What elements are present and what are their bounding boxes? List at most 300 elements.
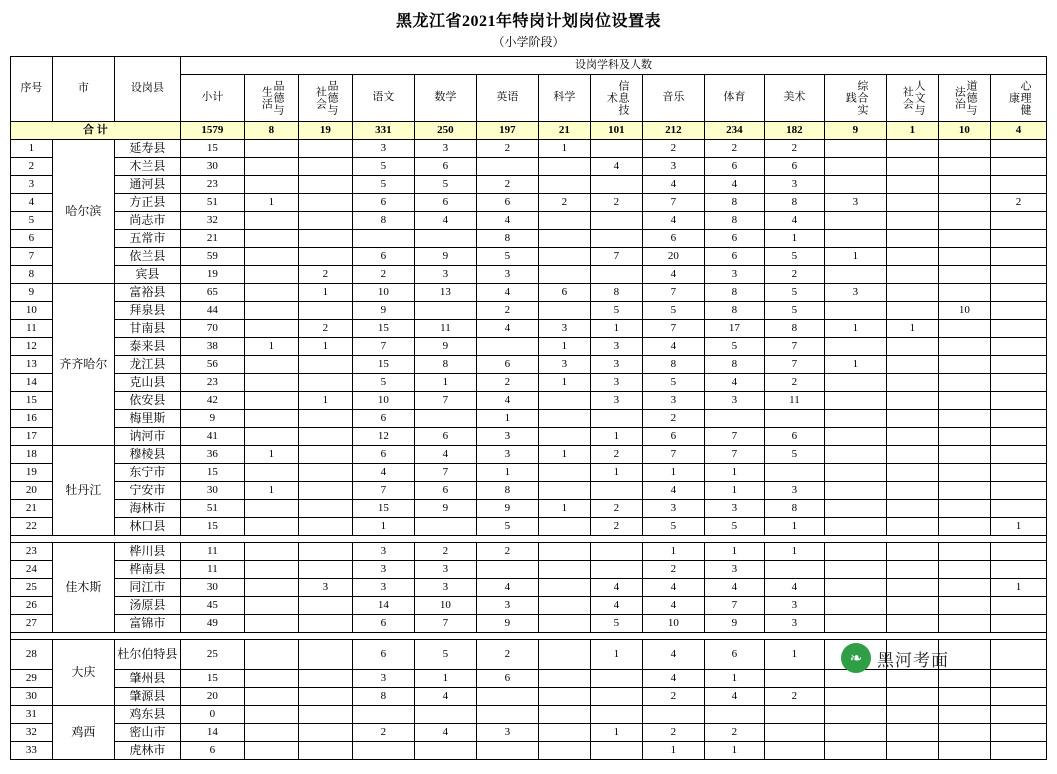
cell-subject-10: 1 — [764, 640, 824, 670]
cell-subject-0: 11 — [180, 561, 244, 579]
cell-county: 桦川县 — [114, 543, 180, 561]
cell-subject-9: 5 — [704, 518, 764, 536]
cell-subject-6 — [538, 302, 590, 320]
table-row[interactable] — [10, 543, 1046, 561]
table-row[interactable] — [10, 579, 1046, 597]
page-subtitle: （小学阶段） — [492, 35, 565, 49]
cell-subject-0: 15 — [180, 670, 244, 688]
table-row[interactable] — [10, 428, 1046, 446]
cell-subject-11 — [824, 706, 886, 724]
cell-subject-1 — [244, 543, 298, 561]
cell-subject-9: 8 — [704, 194, 764, 212]
cell-subject-12 — [886, 140, 938, 158]
cell-county: 拜泉县 — [114, 302, 180, 320]
cell-subject-6 — [538, 410, 590, 428]
cell-county: 方正县 — [114, 194, 180, 212]
cell-city: 哈尔滨 — [52, 140, 114, 284]
cell-subject-4: 3 — [414, 140, 476, 158]
page-title: 黑龙江省2021年特岗计划岗位设置表 — [395, 13, 661, 30]
table-row[interactable] — [10, 302, 1046, 320]
cell-county: 克山县 — [114, 374, 180, 392]
cell-subject-0: 6 — [180, 742, 244, 760]
cell-subject-3: 7 — [352, 482, 414, 500]
cell-subject-2 — [298, 688, 352, 706]
cell-subject-9: 4 — [704, 688, 764, 706]
cell-county: 龙江县 — [114, 356, 180, 374]
cell-subject-4: 2 — [414, 543, 476, 561]
leaf-icon: ❧ — [841, 643, 871, 673]
cell-subject-6 — [538, 158, 590, 176]
cell-subject-11 — [824, 428, 886, 446]
cell-subject-8: 7 — [642, 446, 704, 464]
cell-subject-3: 15 — [352, 500, 414, 518]
cell-subject-9: 3 — [704, 500, 764, 518]
cell-subject-4: 6 — [414, 428, 476, 446]
cell-subject-7: 3 — [590, 374, 642, 392]
cell-subject-7 — [590, 688, 642, 706]
cell-subject-1 — [244, 688, 298, 706]
cell-subject-13 — [938, 500, 990, 518]
cell-subject-3: 3 — [352, 670, 414, 688]
cell-subject-12 — [886, 194, 938, 212]
cell-subject-11 — [824, 374, 886, 392]
cell-subject-4: 13 — [414, 284, 476, 302]
cell-subject-5: 2 — [476, 374, 538, 392]
cell-subject-11 — [824, 446, 886, 464]
table-row[interactable] — [10, 742, 1046, 760]
table-row[interactable] — [10, 320, 1046, 338]
cell-subject-2 — [298, 410, 352, 428]
cell-subject-14 — [990, 338, 1046, 356]
cell-subject-7: 2 — [590, 518, 642, 536]
table-row[interactable] — [10, 724, 1046, 742]
cell-subject-10: 1 — [764, 543, 824, 561]
cell-subject-10: 3 — [764, 597, 824, 615]
cell-subject-8: 7 — [642, 194, 704, 212]
cell-subject-11 — [824, 302, 886, 320]
table-row[interactable] — [10, 284, 1046, 302]
cell-subject-1 — [244, 615, 298, 633]
cell-subject-5: 4 — [476, 284, 538, 302]
table-row[interactable] — [10, 464, 1046, 482]
cell-subject-3: 8 — [352, 688, 414, 706]
cell-subject-6 — [538, 561, 590, 579]
table-row[interactable] — [10, 706, 1046, 724]
cell-subject-4: 3 — [414, 266, 476, 284]
cell-subject-11 — [824, 140, 886, 158]
cell-subject-4: 7 — [414, 464, 476, 482]
table-row[interactable] — [10, 518, 1046, 536]
cell-subject-5 — [476, 561, 538, 579]
cell-subject-14 — [990, 724, 1046, 742]
cell-subject-13 — [938, 561, 990, 579]
cell-county: 东宁市 — [114, 464, 180, 482]
cell-subject-10: 11 — [764, 392, 824, 410]
cell-seq: 17 — [10, 428, 52, 446]
total-value-10: 182 — [764, 122, 824, 140]
cell-subject-2 — [298, 742, 352, 760]
cell-subject-4 — [414, 410, 476, 428]
cell-subject-14 — [990, 446, 1046, 464]
cell-subject-1 — [244, 706, 298, 724]
cell-subject-11 — [824, 561, 886, 579]
cell-subject-13 — [938, 482, 990, 500]
cell-subject-1 — [244, 230, 298, 248]
cell-county: 林口县 — [114, 518, 180, 536]
cell-subject-3: 10 — [352, 284, 414, 302]
cell-subject-4: 1 — [414, 670, 476, 688]
cell-subject-5: 6 — [476, 194, 538, 212]
cell-subject-12 — [886, 518, 938, 536]
cell-subject-2 — [298, 176, 352, 194]
cell-subject-8: 1 — [642, 464, 704, 482]
cell-subject-6 — [538, 392, 590, 410]
cell-subject-5: 2 — [476, 543, 538, 561]
cell-subject-3: 6 — [352, 194, 414, 212]
cell-subject-6 — [538, 428, 590, 446]
cell-subject-7: 5 — [590, 302, 642, 320]
cell-subject-7: 1 — [590, 724, 642, 742]
cell-subject-11: 3 — [824, 194, 886, 212]
cell-subject-3: 5 — [352, 176, 414, 194]
cell-subject-6 — [538, 518, 590, 536]
cell-subject-14 — [990, 410, 1046, 428]
cell-subject-6: 1 — [538, 446, 590, 464]
cell-subject-5: 8 — [476, 482, 538, 500]
cell-subject-9 — [704, 410, 764, 428]
cell-subject-0: 15 — [180, 140, 244, 158]
cell-subject-0: 45 — [180, 597, 244, 615]
cell-subject-4: 4 — [414, 446, 476, 464]
cell-subject-9: 3 — [704, 266, 764, 284]
cell-subject-11 — [824, 579, 886, 597]
cell-subject-8: 4 — [642, 597, 704, 615]
cell-subject-5: 4 — [476, 579, 538, 597]
watermark-text: 黑河考面 — [877, 650, 949, 670]
cell-subject-1 — [244, 561, 298, 579]
cell-subject-8: 2 — [642, 688, 704, 706]
cell-subject-7 — [590, 670, 642, 688]
cell-subject-13 — [938, 230, 990, 248]
cell-subject-13 — [938, 338, 990, 356]
cell-subject-3: 15 — [352, 320, 414, 338]
cell-subject-1 — [244, 724, 298, 742]
col-city: 市 — [52, 57, 114, 122]
cell-seq: 20 — [10, 482, 52, 500]
cell-subject-11 — [824, 482, 886, 500]
cell-subject-7 — [590, 140, 642, 158]
cell-subject-5: 2 — [476, 302, 538, 320]
cell-county: 杜尔伯特县 — [114, 640, 180, 670]
cell-subject-2 — [298, 374, 352, 392]
cell-subject-13 — [938, 518, 990, 536]
col-subject-1: 品德与生活 — [244, 75, 298, 122]
cell-subject-10: 4 — [764, 212, 824, 230]
cell-subject-1 — [244, 640, 298, 670]
table-row[interactable] — [10, 230, 1046, 248]
cell-subject-11 — [824, 176, 886, 194]
cell-subject-1: 1 — [244, 338, 298, 356]
cell-county: 尚志市 — [114, 212, 180, 230]
col-subject-9: 体育 — [704, 75, 764, 122]
cell-subject-5 — [476, 742, 538, 760]
cell-subject-14 — [990, 500, 1046, 518]
cell-seq: 21 — [10, 500, 52, 518]
cell-subject-0: 36 — [180, 446, 244, 464]
cell-subject-10: 2 — [764, 374, 824, 392]
col-subject-5: 英语 — [476, 75, 538, 122]
cell-subject-7 — [590, 176, 642, 194]
cell-subject-10: 7 — [764, 338, 824, 356]
cell-subject-13 — [938, 615, 990, 633]
cell-subject-4: 9 — [414, 248, 476, 266]
cell-subject-13: 10 — [938, 302, 990, 320]
cell-subject-12 — [886, 392, 938, 410]
cell-subject-0: 44 — [180, 302, 244, 320]
cell-subject-10: 8 — [764, 194, 824, 212]
cell-subject-2 — [298, 140, 352, 158]
cell-subject-13 — [938, 320, 990, 338]
cell-subject-3: 15 — [352, 356, 414, 374]
cell-subject-1 — [244, 670, 298, 688]
cell-subject-1 — [244, 284, 298, 302]
cell-subject-3: 1 — [352, 518, 414, 536]
cell-subject-11 — [824, 543, 886, 561]
cell-subject-7: 4 — [590, 158, 642, 176]
cell-subject-11 — [824, 742, 886, 760]
cell-subject-0: 51 — [180, 194, 244, 212]
cell-subject-0: 30 — [180, 158, 244, 176]
cell-county: 宁安市 — [114, 482, 180, 500]
cell-subject-0: 21 — [180, 230, 244, 248]
cell-subject-3: 3 — [352, 140, 414, 158]
cell-subject-8: 7 — [642, 320, 704, 338]
cell-subject-12 — [886, 230, 938, 248]
cell-county: 同江市 — [114, 579, 180, 597]
cell-subject-0: 30 — [180, 482, 244, 500]
cell-seq: 22 — [10, 518, 52, 536]
cell-seq: 9 — [10, 284, 52, 302]
cell-subject-5: 6 — [476, 670, 538, 688]
cell-subject-3: 8 — [352, 212, 414, 230]
cell-subject-0: 49 — [180, 615, 244, 633]
cell-subject-7: 1 — [590, 428, 642, 446]
cell-subject-8: 5 — [642, 302, 704, 320]
cell-subject-4 — [414, 742, 476, 760]
table-row[interactable] — [10, 392, 1046, 410]
cell-subject-9: 1 — [704, 742, 764, 760]
cell-subject-5: 4 — [476, 212, 538, 230]
cell-subject-4 — [414, 706, 476, 724]
cell-subject-9: 6 — [704, 248, 764, 266]
cell-subject-7: 3 — [590, 392, 642, 410]
col-subject-11: 综合实践 — [824, 75, 886, 122]
cell-subject-7: 1 — [590, 464, 642, 482]
total-value-5: 197 — [476, 122, 538, 140]
cell-subject-8: 6 — [642, 230, 704, 248]
cell-subject-3: 3 — [352, 561, 414, 579]
cell-subject-3: 3 — [352, 543, 414, 561]
cell-subject-8: 4 — [642, 640, 704, 670]
cell-subject-10: 5 — [764, 446, 824, 464]
cell-subject-14 — [990, 464, 1046, 482]
cell-subject-14: 2 — [990, 194, 1046, 212]
cell-subject-2 — [298, 597, 352, 615]
cell-county: 肇州县 — [114, 670, 180, 688]
cell-subject-13 — [938, 194, 990, 212]
cell-subject-11: 1 — [824, 320, 886, 338]
cell-subject-11 — [824, 688, 886, 706]
table-row[interactable] — [10, 356, 1046, 374]
cell-subject-6: 3 — [538, 320, 590, 338]
cell-subject-2 — [298, 561, 352, 579]
cell-subject-6 — [538, 597, 590, 615]
cell-subject-5: 5 — [476, 248, 538, 266]
cell-seq: 23 — [10, 543, 52, 561]
cell-subject-1: 1 — [244, 482, 298, 500]
table-row[interactable] — [10, 446, 1046, 464]
cell-subject-8: 2 — [642, 561, 704, 579]
cell-subject-11 — [824, 724, 886, 742]
cell-subject-10: 3 — [764, 482, 824, 500]
cell-subject-0: 65 — [180, 284, 244, 302]
cell-seq: 32 — [10, 724, 52, 742]
cell-subject-7 — [590, 706, 642, 724]
table-row[interactable] — [10, 140, 1046, 158]
cell-subject-0: 42 — [180, 392, 244, 410]
cell-subject-4: 6 — [414, 482, 476, 500]
table-row[interactable] — [10, 338, 1046, 356]
cell-subject-12 — [886, 543, 938, 561]
table-row[interactable] — [10, 194, 1046, 212]
table-row[interactable] — [10, 176, 1046, 194]
cell-subject-6: 1 — [538, 374, 590, 392]
cell-subject-3 — [352, 742, 414, 760]
table-row[interactable] — [10, 248, 1046, 266]
cell-subject-13 — [938, 140, 990, 158]
table-row[interactable] — [10, 410, 1046, 428]
cell-subject-12 — [886, 158, 938, 176]
cell-seq: 7 — [10, 248, 52, 266]
cell-subject-7: 2 — [590, 500, 642, 518]
cell-subject-11 — [824, 597, 886, 615]
table-row[interactable] — [10, 158, 1046, 176]
cell-seq: 12 — [10, 338, 52, 356]
total-value-14: 4 — [990, 122, 1046, 140]
cell-subject-4: 8 — [414, 356, 476, 374]
cell-subject-0: 23 — [180, 176, 244, 194]
cell-subject-3: 10 — [352, 392, 414, 410]
cell-seq: 25 — [10, 579, 52, 597]
cell-subject-0: 14 — [180, 724, 244, 742]
cell-city: 大庆 — [52, 640, 114, 706]
cell-subject-7: 8 — [590, 284, 642, 302]
cell-subject-1 — [244, 464, 298, 482]
cell-subject-13 — [938, 158, 990, 176]
cell-subject-4 — [414, 518, 476, 536]
cell-subject-5: 2 — [476, 640, 538, 670]
cell-subject-1 — [244, 158, 298, 176]
col-seq: 序号 — [10, 57, 52, 122]
total-value-0: 1579 — [180, 122, 244, 140]
cell-subject-11 — [824, 518, 886, 536]
cell-seq: 15 — [10, 392, 52, 410]
cell-subject-12 — [886, 561, 938, 579]
cell-subject-12 — [886, 356, 938, 374]
cell-subject-14 — [990, 428, 1046, 446]
cell-subject-10: 5 — [764, 248, 824, 266]
cell-subject-9 — [704, 706, 764, 724]
table-row[interactable] — [10, 500, 1046, 518]
table-row[interactable] — [10, 482, 1046, 500]
cell-city: 齐齐哈尔 — [52, 284, 114, 446]
table-row[interactable] — [10, 615, 1046, 633]
cell-subject-10: 7 — [764, 356, 824, 374]
cell-subject-7 — [590, 230, 642, 248]
table-row[interactable] — [10, 688, 1046, 706]
cell-subject-5: 9 — [476, 500, 538, 518]
cell-subject-6: 2 — [538, 194, 590, 212]
cell-subject-10: 1 — [764, 230, 824, 248]
table-row[interactable] — [10, 597, 1046, 615]
cell-subject-10 — [764, 724, 824, 742]
cell-subject-2 — [298, 464, 352, 482]
cell-subject-2: 2 — [298, 320, 352, 338]
cell-subject-4: 5 — [414, 176, 476, 194]
col-group: 设岗学科及人数 — [180, 57, 1046, 75]
cell-subject-2 — [298, 706, 352, 724]
cell-subject-12: 1 — [886, 320, 938, 338]
cell-subject-11: 1 — [824, 248, 886, 266]
cell-subject-1 — [244, 428, 298, 446]
cell-subject-6 — [538, 176, 590, 194]
cell-seq: 11 — [10, 320, 52, 338]
cell-subject-13 — [938, 543, 990, 561]
title-block — [0, 0, 1057, 50]
cell-county: 鸡东县 — [114, 706, 180, 724]
cell-subject-7: 1 — [590, 320, 642, 338]
cell-subject-1 — [244, 742, 298, 760]
cell-subject-11: 1 — [824, 356, 886, 374]
cell-subject-2 — [298, 543, 352, 561]
cell-subject-8: 3 — [642, 392, 704, 410]
table-row[interactable] — [10, 561, 1046, 579]
cell-subject-14 — [990, 597, 1046, 615]
cell-subject-5: 2 — [476, 140, 538, 158]
total-value-4: 250 — [414, 122, 476, 140]
cell-subject-13 — [938, 464, 990, 482]
table-row[interactable] — [10, 266, 1046, 284]
cell-subject-2 — [298, 670, 352, 688]
cell-subject-14 — [990, 742, 1046, 760]
table-row[interactable] — [10, 212, 1046, 230]
cell-subject-5 — [476, 688, 538, 706]
cell-subject-0: 19 — [180, 266, 244, 284]
cell-subject-9: 8 — [704, 356, 764, 374]
cell-county: 延寿县 — [114, 140, 180, 158]
cell-subject-7: 5 — [590, 615, 642, 633]
cell-seq: 28 — [10, 640, 52, 670]
cell-subject-5: 2 — [476, 176, 538, 194]
cell-city: 牡丹江 — [52, 446, 114, 536]
cell-subject-14: 1 — [990, 579, 1046, 597]
cell-subject-5: 6 — [476, 356, 538, 374]
cell-subject-2: 1 — [298, 284, 352, 302]
cell-subject-5: 9 — [476, 615, 538, 633]
cell-subject-1 — [244, 140, 298, 158]
table-row[interactable] — [10, 374, 1046, 392]
cell-subject-2 — [298, 446, 352, 464]
